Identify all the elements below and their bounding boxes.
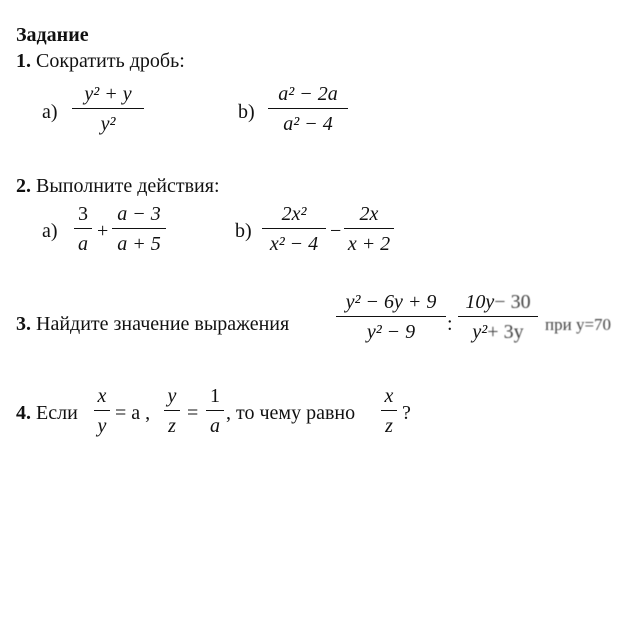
task-2-b-fraction-2 [344, 204, 394, 254]
fraction-denominator: a² − 4 [283, 113, 333, 135]
task-1-number: 1. [16, 50, 31, 72]
task-4-equals-sign: = [187, 402, 199, 424]
task-2-b-label: b) [235, 220, 252, 242]
fraction-denominator: x² − 4 [269, 233, 319, 255]
fraction-numerator: 2x² [281, 203, 307, 225]
fraction-numerator: x [97, 385, 107, 407]
task-2-number: 2. [16, 175, 31, 197]
task-2-text: Выполните действия: [36, 175, 220, 197]
task-4-text-end: ? [402, 402, 411, 424]
fraction-denominator: y² [100, 113, 116, 135]
task-1-b-label: b) [238, 101, 255, 123]
task-4-fraction-4 [381, 386, 397, 436]
fraction-numerator: a − 3 [117, 203, 161, 225]
fraction-denominator: z [385, 415, 393, 437]
fraction-numerator: y² − 6y + 9 [345, 291, 437, 313]
task-4-equation-1-text: = a , [115, 402, 151, 424]
task-3-fraction-1 [336, 292, 446, 342]
task-1-a-fraction [72, 84, 144, 134]
denominator-part-1: y² [472, 321, 488, 343]
task-4-start [16, 402, 78, 425]
task-3-fraction-2 [458, 292, 538, 342]
task-1-text: Сократить дробь: [36, 50, 185, 72]
numerator-part-2: − 30 [494, 291, 531, 313]
task-4-number: 4. [16, 402, 31, 424]
fraction-denominator: x + 2 [347, 233, 391, 255]
page-heading: Задание [16, 24, 89, 46]
task-4-fraction-1 [94, 386, 110, 436]
fraction-numerator: x [384, 385, 394, 407]
numerator-part-1: 10y [465, 291, 495, 313]
task-3-text: Найдите значение выражения [36, 313, 290, 335]
fraction-denominator [470, 317, 525, 342]
fraction-denominator: a [78, 233, 88, 255]
task-2-a-fraction-1 [74, 204, 92, 254]
task-3-statement [16, 313, 289, 336]
task-2-statement [16, 175, 220, 198]
fraction-denominator: z [168, 415, 176, 437]
fraction-numerator: a² − 2a [278, 83, 338, 105]
fraction-numerator: 2x [359, 203, 379, 225]
fraction-denominator: a [210, 415, 220, 437]
denominator-part-2: + 3y [487, 321, 524, 343]
fraction-numerator: 3 [78, 203, 88, 225]
task-1-a-label: a) [42, 101, 58, 123]
task-4-text-mid: , то чему равно [226, 402, 356, 424]
task-2-b-operator: − [330, 220, 342, 242]
task-1-statement [16, 50, 185, 73]
task-1-b-fraction [268, 84, 348, 134]
task-2-a-label: a) [42, 220, 58, 242]
task-2-a-fraction-2 [112, 204, 166, 254]
fraction-numerator [463, 292, 532, 316]
task-3-operator: : [447, 313, 453, 335]
task-4-text-start: Если [36, 402, 78, 424]
task-2-a-operator: + [97, 220, 109, 242]
fraction-denominator: y [97, 415, 107, 437]
fraction-numerator: 1 [210, 385, 220, 407]
task-4-fraction-2 [164, 386, 180, 436]
fraction-denominator: a + 5 [117, 233, 161, 255]
fraction-numerator: y² + y [84, 83, 132, 105]
task-3-condition: при y=70 [545, 315, 612, 334]
task-4-equation-1 [115, 402, 150, 425]
fraction-numerator: y [167, 385, 177, 407]
task-3-number: 3. [16, 313, 31, 335]
fraction-denominator: y² − 9 [366, 321, 416, 343]
task-4-fraction-3 [206, 386, 224, 436]
task-2-b-fraction-1 [262, 204, 326, 254]
